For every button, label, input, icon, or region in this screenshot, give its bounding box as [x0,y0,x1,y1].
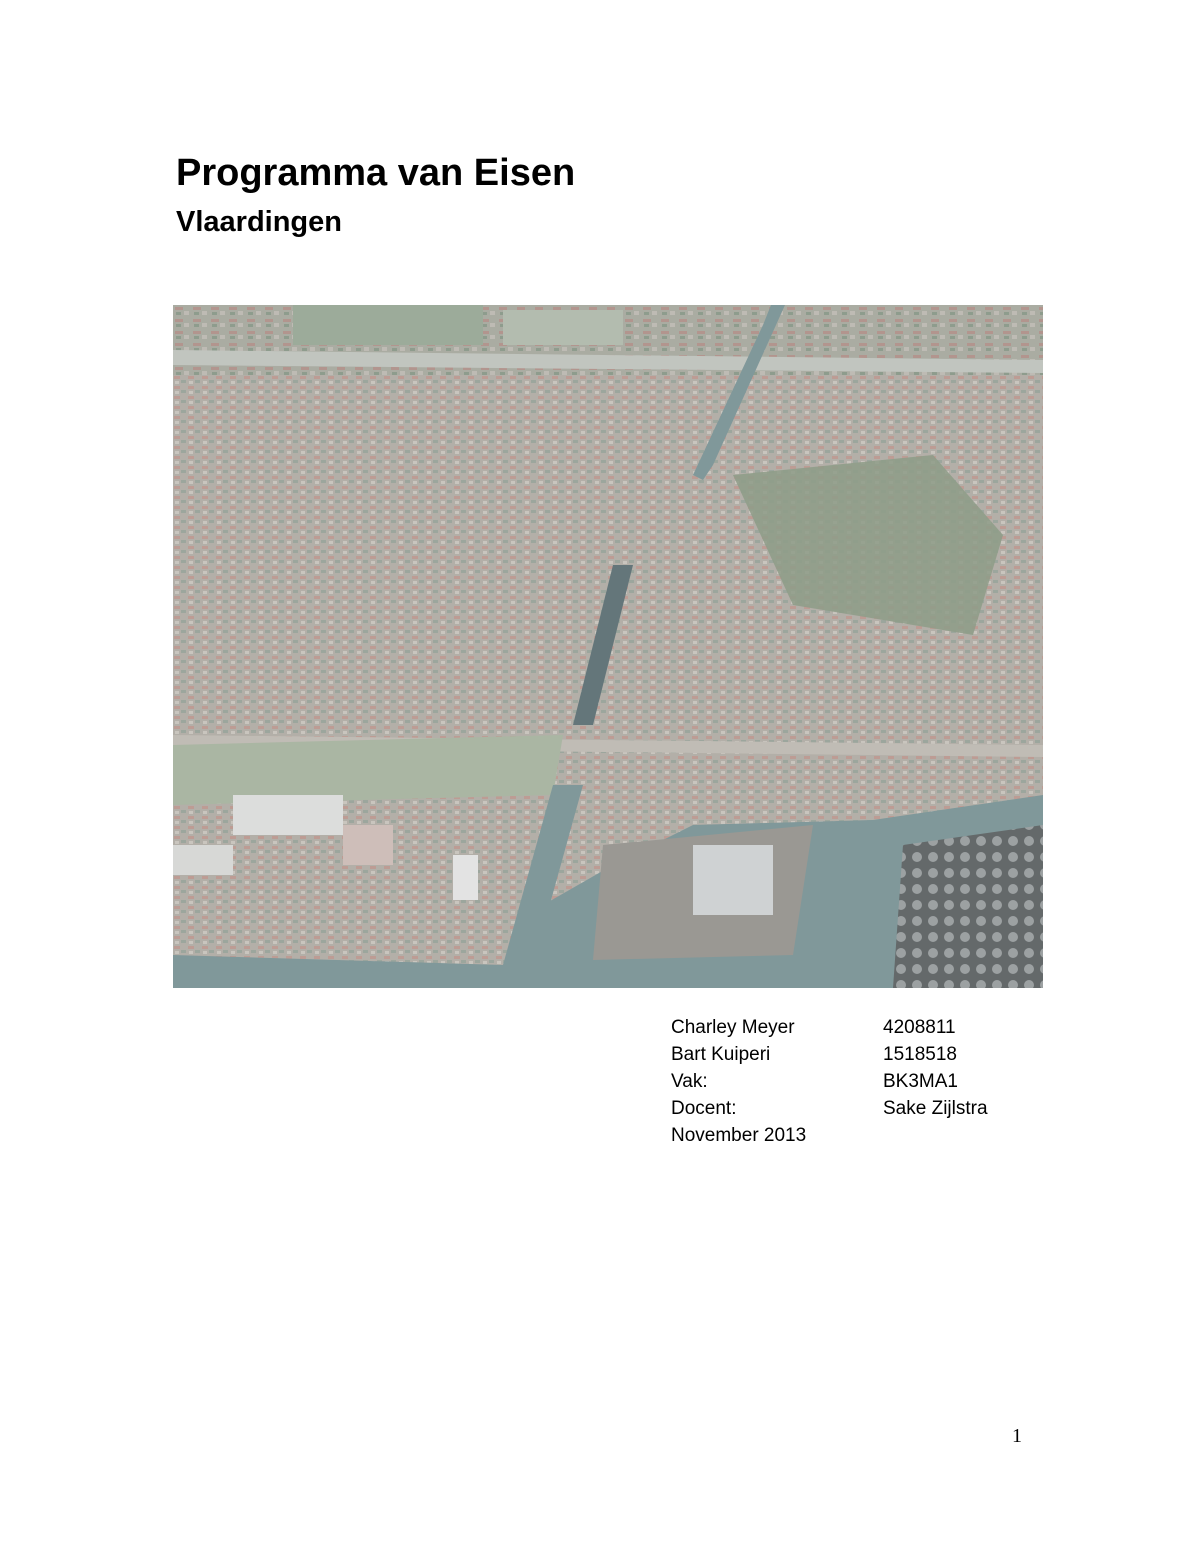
info-row [671,1014,988,1041]
teacher-label: Docent: [671,1098,737,1119]
author-name: Bart Kuiperi [671,1044,771,1065]
author-info [671,1014,988,1149]
document-date: November 2013 [671,1125,807,1146]
info-row [671,1095,988,1122]
teacher-name: Sake Zijlstra [883,1098,988,1119]
info-row [671,1068,988,1095]
course-code: BK3MA1 [883,1071,958,1092]
document-title: Programma van Eisen [176,152,576,194]
student-number: 1518518 [883,1044,957,1065]
student-number: 4208811 [883,1017,956,1038]
course-label: Vak: [671,1071,708,1092]
page-number: 1 [1012,1425,1022,1447]
info-row [671,1122,988,1149]
author-name: Charley Meyer [671,1017,795,1038]
document-subtitle: Vlaardingen [176,206,342,238]
aerial-photo [173,305,1043,988]
info-row [671,1041,988,1068]
